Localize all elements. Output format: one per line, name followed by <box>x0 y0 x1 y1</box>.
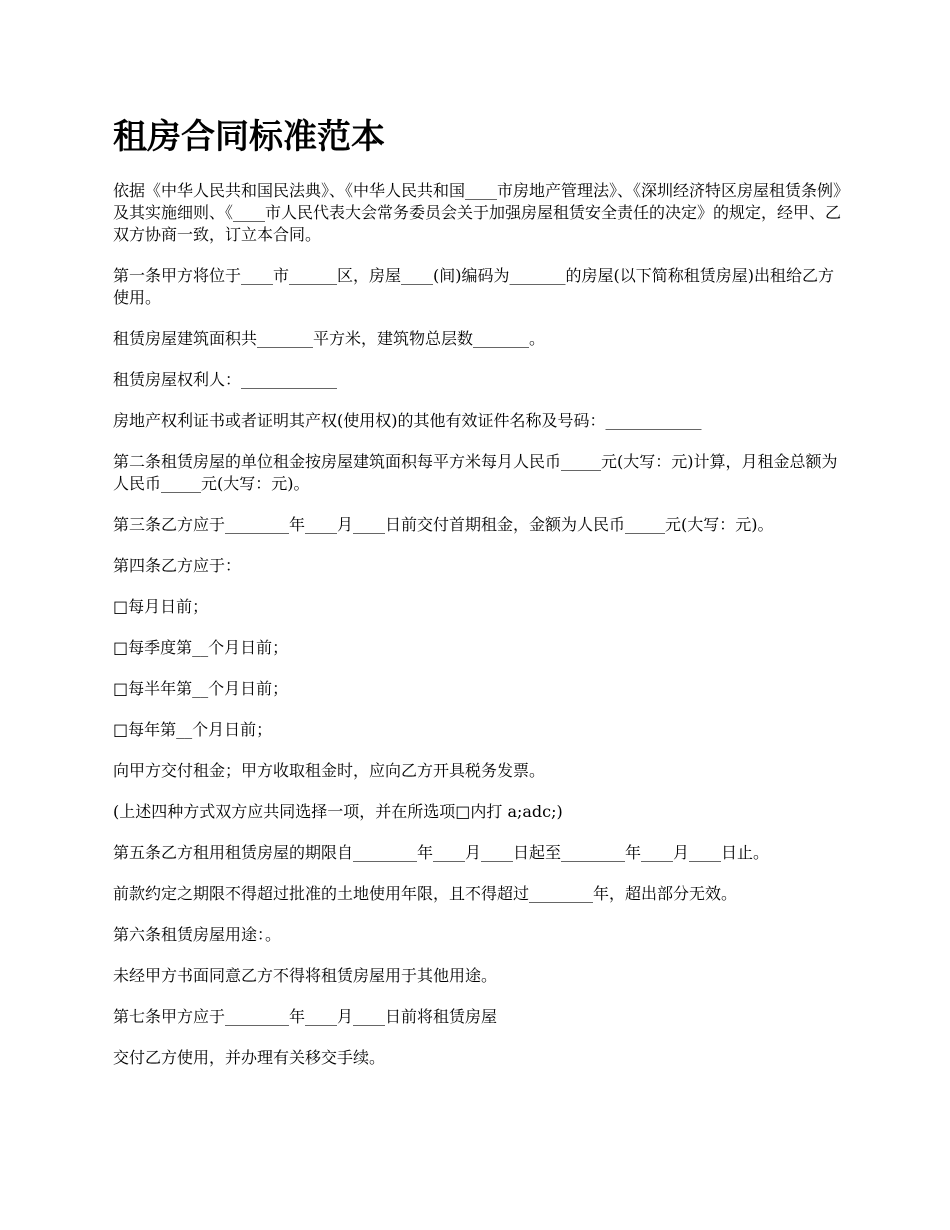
paragraph-preamble: 依据《中华人民共和国民法典》、《中华人民共和国____市房地产管理法》、《深圳经济特区房屋租赁条例》及其实施细则、《____市人民代表大会常务委员会关于加强房屋租赁安全责任的决定》的规定，经甲、乙双方协商一致，订立本合同。 <box>113 181 842 244</box>
paragraph-floor-area: 租赁房屋建筑面积共_______平方米，建筑物总层数_______。 <box>113 329 546 348</box>
option-monthly: □每月日前； <box>113 597 209 616</box>
paragraph-term-limit: 前款约定之期限不得超过批准的土地使用年限，且不得超过________年，超出部分无效。 <box>113 884 738 903</box>
paragraph-certificate: 房地产权利证书或者证明其产权(使用权)的其他有效证件名称及号码：____________ <box>113 411 702 430</box>
paragraph-article-6: 第六条租赁房屋用途：。 <box>113 925 282 944</box>
paragraph-article-3: 第三条乙方应于________年____月____日前交付首期租金，金额为人民币_____元(大写：元)。 <box>113 515 774 534</box>
option-quarterly: □每季度第__个月日前； <box>113 638 289 657</box>
paragraph-article-1: 第一条甲方将位于____市______区，房屋____(间)编码为_______的房屋(以下简称租赁房屋)出租给乙方使用。 <box>113 266 834 307</box>
paragraph-article-7: 第七条甲方应于________年____月____日前将租赁房屋 <box>113 1007 498 1026</box>
option-half-yearly: □每半年第__个月日前； <box>113 679 289 698</box>
document-title: 租房合同标准范本 <box>113 117 385 157</box>
paragraph-usage-restriction: 未经甲方书面同意乙方不得将租赁房屋用于其他用途。 <box>113 966 498 985</box>
paragraph-article-2: 第二条租赁房屋的单位租金按房屋建筑面积每平方米每月人民币_____元(大写：元)计算，月租金总额为人民币_____元(大写：元)。 <box>113 452 838 493</box>
paragraph-option-note: (上述四种方式双方应共同选择一项，并在所选项□内打 a;adc;) <box>113 802 563 821</box>
paragraph-article-5: 第五条乙方租用租赁房屋的期限自________年____月____日起至________年____月____日止。 <box>113 843 770 862</box>
paragraph-rent-payment: 向甲方交付租金；甲方收取租金时，应向乙方开具税务发票。 <box>113 761 546 780</box>
paragraph-article-4: 第四条乙方应于： <box>113 556 242 575</box>
paragraph-handover: 交付乙方使用，并办理有关移交手续。 <box>113 1048 386 1067</box>
paragraph-rights-holder: 租赁房屋权利人：____________ <box>113 370 338 389</box>
option-yearly: □每年第__个月日前； <box>113 720 273 739</box>
document-page <box>113 112 841 1088</box>
